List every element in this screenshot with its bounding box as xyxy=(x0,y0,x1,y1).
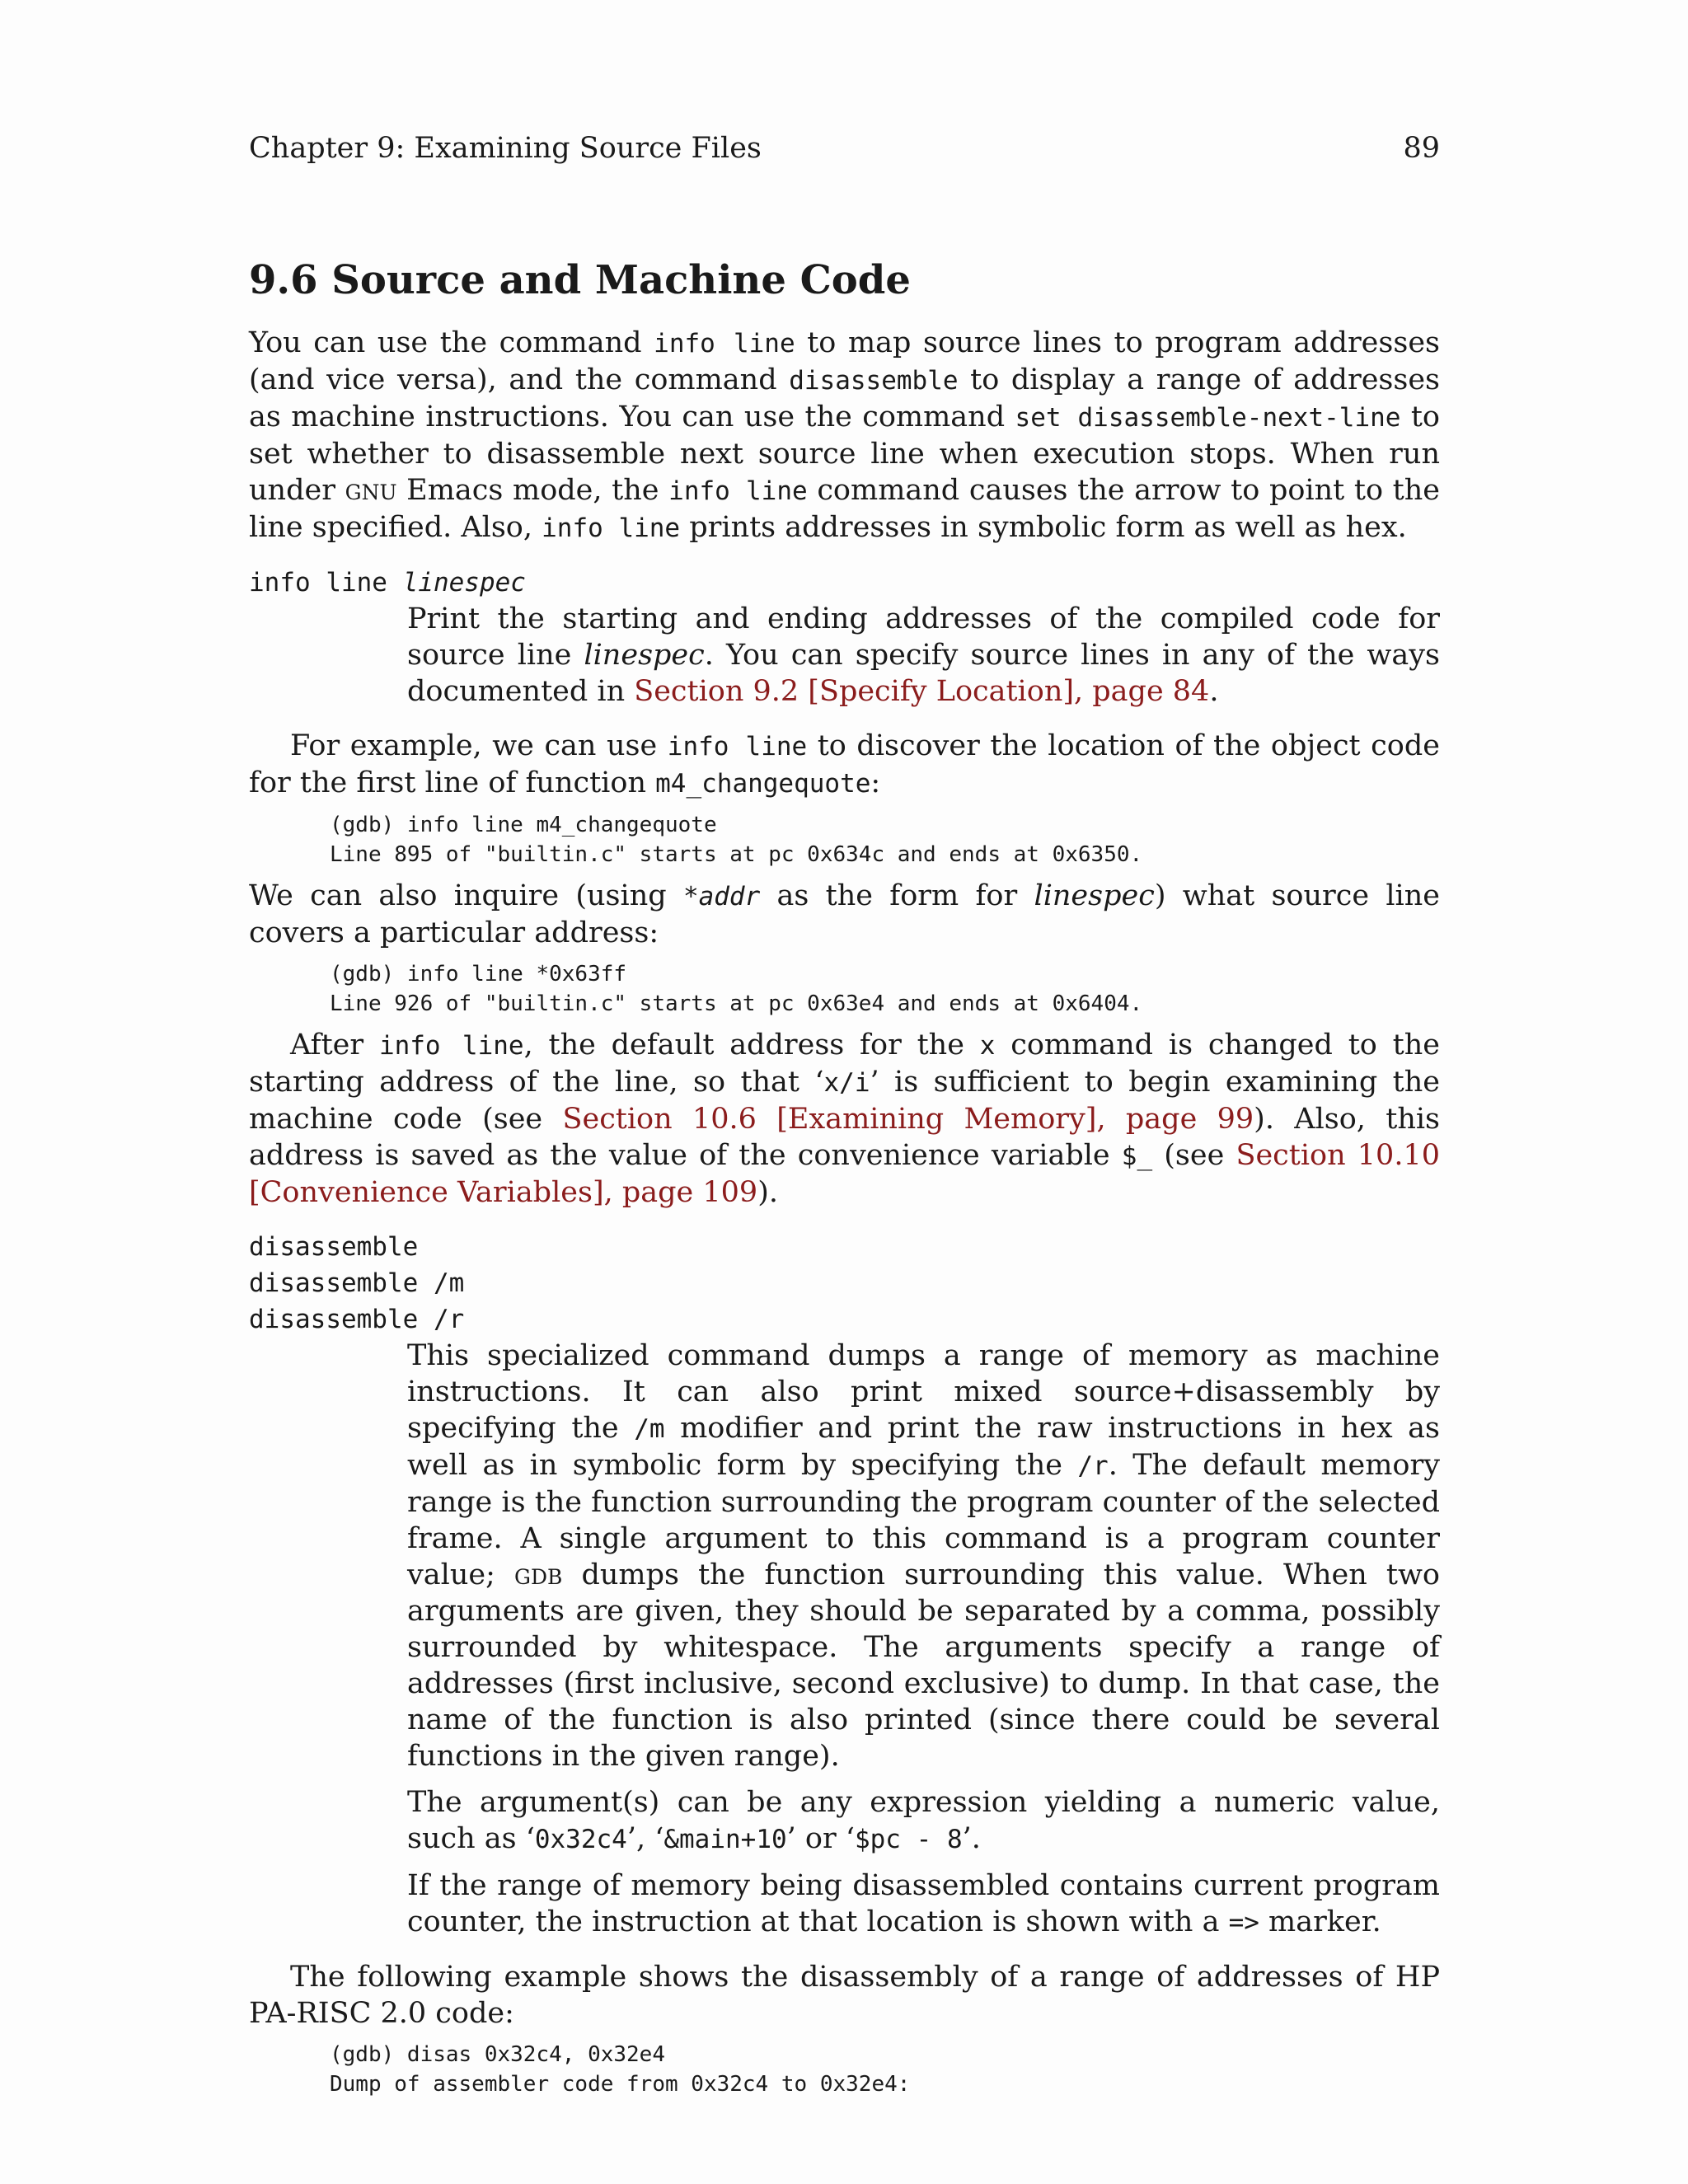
definition-info-line: Print the starting and ending addresses of the compiled code for source line linespec. You can specify source lines in any of the ways documented in Section 9.2 [Specify Location], page 84. xyxy=(407,602,1440,708)
disassemble-arguments: The argument(s) can be any expression yielding a numeric value, such as ‘0x32c4’, ‘&main+10’ or ‘$pc - 8’. xyxy=(407,1786,1440,1855)
definition-term-disassemble-r: disassemble /r xyxy=(249,1305,465,1334)
page-content xyxy=(249,257,1440,2107)
code-example-2: (gdb) info line *0x63ff Line 926 of "builtin.c" starts at pc 0x63e4 and ends at 0x6404. xyxy=(330,962,1143,1016)
inquire-paragraph: We can also inquire (using *addr as the form for linespec) what source line covers a particular address: xyxy=(249,879,1441,949)
disassemble-description: This specialized command dumps a range of memory as machine instructions. It can also print mixed source+disassembly by specifying the /m modifier and print the raw instructions in hex as well as in symbolic form by specifying the /r. The default memory range is the function surrounding the program counter of the selected frame. A single argument to this command is a program counter value; gdb dumps the function surrounding this value. When two arguments are given, they should be separated by a comma, possibly surrounded by whitespace. The arguments specify a range of addresses (first inclusive, second exclusive) to dump. In that case, the name of the function is also printed (since there could be several functions in the given range). xyxy=(407,1339,1441,1773)
link-examining-memory[interactable]: Section 10.6 [Examining Memory], page 99 xyxy=(562,1103,1254,1136)
section-heading: 9.6 Source and Machine Code xyxy=(249,257,911,303)
intro-paragraph: You can use the command info line to map source lines to program addresses (and vice versa), and the command disassemble to display a range of addresses as machine instructions. You can use the command set disassemble-next-line to set whether to disassemble next source line when execution stops. When run under gnu Emacs mode, the info line command causes the arrow to point to the line specified. Also, info line prints addresses in symbolic form as well as hex. xyxy=(249,326,1441,544)
definition-term-disassemble: disassemble xyxy=(249,1232,419,1262)
following-example-paragraph: The following example shows the disassembly of a range of addresses of HP PA-RISC 2.0 code: xyxy=(249,1961,1440,2030)
after-info-line-paragraph: After info line, the default address for the x command is changed to the starting address of the line, so that ‘x/i’ is sufficient to begin examining the machine code (see Section 10.6 [Examining Memory], page 99). Also, this address is saved as the value of the convenience variable $_ (see Section 10.10 [Convenience Variables], page 109). xyxy=(249,1029,1441,1209)
definition-term-disassemble-m: disassemble /m xyxy=(249,1268,465,1298)
page-number: 89 xyxy=(1403,132,1440,165)
code-example-3: (gdb) disas 0x32c4, 0x32e4 Dump of assembler code from 0x32c4 to 0x32e4: xyxy=(330,2042,911,2097)
disassemble-marker: If the range of memory being disassembled contains current program counter, the instruction at that location is shown with a => marker. xyxy=(407,1869,1440,1938)
link-specify-location[interactable]: Section 9.2 [Specify Location], page 84 xyxy=(634,675,1210,708)
definition-term-info-line: info line linespec xyxy=(249,568,526,598)
code-example-1: (gdb) info line m4_changequote Line 895 of "builtin.c" starts at pc 0x634c and ends at 0x6350. xyxy=(330,813,1143,867)
running-header xyxy=(249,132,1440,165)
link-convenience-variables[interactable]: Section 10.10 [Convenience Variables], page 109 xyxy=(249,1139,1440,1209)
example-paragraph: For example, we can use info line to discover the location of the object code for the first line of function m4_changequote: xyxy=(249,729,1440,799)
chapter-title: Chapter 9: Examining Source Files xyxy=(249,132,762,165)
